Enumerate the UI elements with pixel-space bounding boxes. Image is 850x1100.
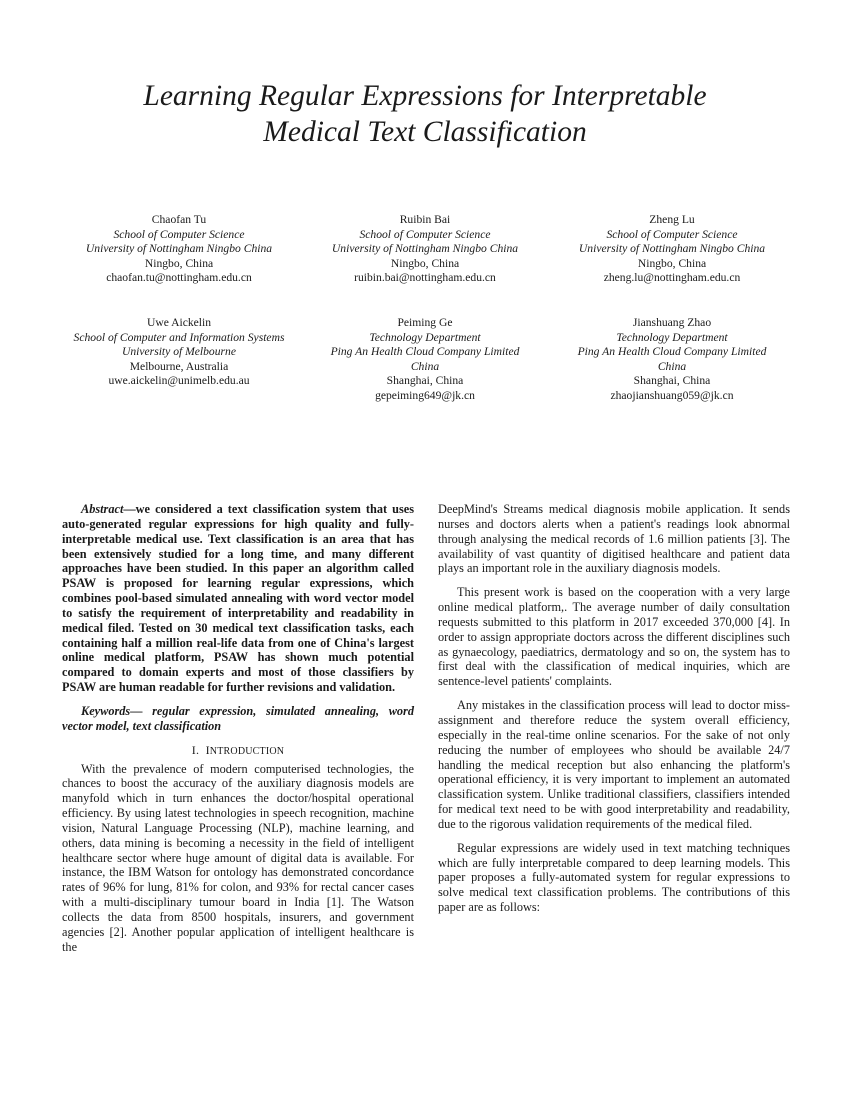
body-paragraph: DeepMind's Streams medical diagnosis mobile application. It sends nurses and doctors alerts when a patient's readings look abnormal through analysing the medical records of 1.6 million patients [3]. The availability of vast quantity of digitised healthcare and patient data plays an important role in the auxiliary diagnosis models. (438, 502, 790, 576)
author-name: Ruibin Bai (399, 213, 451, 226)
author-name: Zheng Lu (649, 213, 695, 226)
author-department: School of Computer Science (606, 227, 738, 241)
author-organization: University of Nottingham Ningbo China (331, 242, 519, 256)
abstract-text: —we considered a text classification system that uses auto-generated regular expressions for high quality and fully-interpretable medical use. Text classification is an area that has been extensively studied for a long time, and many different approaches have been studied. In this paper an algorithm called PSAW is proposed for learning regular expressions, which combines pool-based simulated annealing with word vector model to satisfy the requirement of interpretability and readability in medical filed. Tested on 30 medical text classification tasks, each containing half a million real-life data from one of China's largest online medical platform, PSAW has shown much potential compared to domain experts and most of those classifiers by PSAW are human readable for further revisions and validation. (62, 502, 414, 695)
author-organization: University of Nottingham Ningbo China (85, 242, 273, 256)
author-email: ruibin.bai@nottingham.edu.cn (354, 271, 496, 285)
title-line-1: Learning Regular Expressions for Interpretable (143, 80, 707, 112)
author-email: gepeiming649@jk.cn (375, 388, 475, 402)
author-department: School of Computer and Information Systems (73, 330, 285, 344)
author-name: Jianshuang Zhao (632, 316, 712, 329)
section-title-rest: NTRODUCTION (209, 745, 285, 757)
abstract-label: Abstract (81, 502, 124, 516)
abstract (62, 502, 414, 695)
author-organization-line-2: China (657, 359, 687, 373)
body-paragraph: Regular expressions are widely used in text matching techniques which are fully interpretable compared to deep learning models. This paper proposes a fully-automated system for regular expressions to solve medical text classification problems. The contributions of this paper are as follows: (438, 840, 790, 915)
author-block (54, 316, 304, 389)
title-line-2: Medical Text Classification (263, 116, 587, 148)
author-name: Chaofan Tu (151, 213, 207, 226)
author-department: School of Computer Science (113, 227, 245, 241)
left-column (62, 502, 414, 963)
author-block (54, 213, 304, 286)
author-location: Ningbo, China (637, 256, 707, 270)
author-location: Ningbo, China (144, 256, 214, 270)
intro-paragraph: With the prevalence of modern computerised technologies, the chances to boost the accuracy of the auxiliary diagnosis models are manyfold which in turn enhances the doctor/hospital operational efficiency. By using latest technologies in speech recognition, machine vision, Natural Language Processing (NLP), machine learning, and others, data mining is becoming a necessity in the field of intelligent healthcare sector where huge amount of digital data is available. For instance, the IBM Watson for ontology has demonstrated concordance rates of 96% for lung, 81% for colon, and 93% for rectal cancer cases with a multi-disciplinary tumour board in India [1]. The Watson collects the data from 8500 hospitals, insurers, and government agencies [2]. Another popular application of intelligent healthcare is the (62, 761, 414, 954)
author-block (547, 316, 797, 404)
author-organization: Ping An Health Cloud Company Limited (330, 345, 520, 359)
author-department: Technology Department (369, 330, 481, 344)
author-department: Technology Department (616, 330, 728, 344)
keywords: Keywords— regular expression, simulated annealing, word vector model, text classification (62, 703, 414, 733)
author-department: School of Computer Science (359, 227, 491, 241)
author-email: uwe.aickelin@unimelb.edu.au (108, 374, 250, 388)
author-email: zhaojianshuang059@jk.cn (610, 388, 734, 402)
section-number: I. (191, 742, 200, 757)
author-organization: Ping An Health Cloud Company Limited (577, 345, 767, 359)
author-block (300, 213, 550, 286)
author-email: chaofan.tu@nottingham.edu.cn (106, 271, 252, 285)
author-name: Uwe Aickelin (146, 316, 212, 329)
author-name: Peiming Ge (397, 316, 453, 329)
author-location: Melbourne, Australia (129, 359, 229, 373)
body-paragraph: This present work is based on the cooperation with a very large online medical platform,. The average number of daily consultation requests submitted to this platform in 2017 exceeded 370,000 [4]. In order to assign appropriate doctors across the different disciplines such as gynaecology, paediatrics, dermatology and so on, the system has to first deal with the classification of medical inquiries, which are sentence-level patients' complaints. (438, 585, 790, 689)
section-title-initial: I (205, 742, 210, 757)
body-paragraph: Any mistakes in the classification process will lead to doctor miss-assignment and therefore reduce the system overall efficiency, especially in the real-time online scenarios. For the sake of not only reducing the number of employees who should be available 24/7 handling the medical reception but also enhancing the platform's operational efficiency, it is very important to implement an automated classification system. Unlike traditional classifiers, classifiers intended for medical text need to be with good interpretability and readability, due to the rigorous validation requirements of the medical filed. (438, 698, 790, 831)
author-block (547, 213, 797, 286)
author-location: Shanghai, China (633, 374, 711, 388)
author-location: Shanghai, China (386, 374, 464, 388)
author-block (300, 316, 550, 404)
paper-title (60, 78, 790, 150)
right-column (438, 502, 790, 924)
section-heading (62, 743, 414, 760)
author-organization: University of Melbourne (122, 345, 236, 359)
author-email: zheng.lu@nottingham.edu.cn (603, 271, 741, 285)
author-organization-line-2: China (410, 359, 440, 373)
author-organization: University of Nottingham Ningbo China (578, 242, 766, 256)
author-location: Ningbo, China (390, 256, 460, 270)
